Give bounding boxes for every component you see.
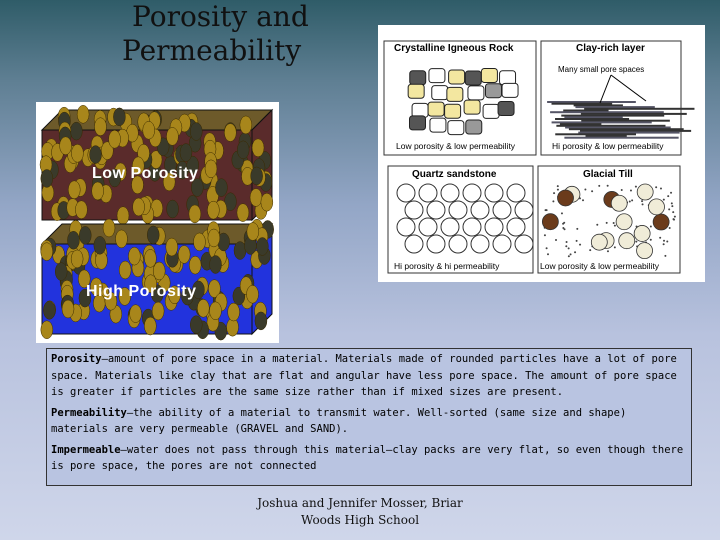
slide-title <box>122 0 322 68</box>
permeability-text: —the ability of a material to transmit water. Well-sorted (same size and shape) materials are very permeable (GRAVEL and SAND). <box>51 406 627 435</box>
sandstone-title: Quartz sandstone <box>412 169 497 180</box>
porosity-text: —amount of pore space in a material. Materials made of rounded particles have a lot of pore space. Materials like clay that are flat and angular have less pore space. The amount of pore space is greater if particles are the same size rather than if mixed sizes are present. <box>51 353 677 398</box>
porosity-term: Porosity <box>51 353 102 365</box>
rock-types-figure <box>378 25 705 282</box>
title-line-1: Porosity and <box>132 0 309 33</box>
low-porosity-label: Low Porosity <box>92 165 199 182</box>
credit-line-1: Joshua and Jennifer Mosser, Briar <box>257 496 463 510</box>
high-porosity-label: High Porosity <box>86 283 197 300</box>
clay-note: Many small pore spaces <box>558 65 645 74</box>
igneous-caption: Low porosity & low permeability <box>396 141 516 151</box>
definitions-box <box>46 348 692 486</box>
permeability-definition <box>51 405 687 438</box>
impermeable-text: —water does not pass through this material—clay packs are very flat, so even though there is pore space, the pores are not connected <box>51 443 684 472</box>
slide-credit <box>220 495 500 529</box>
rock-types-illustration <box>378 25 705 282</box>
permeability-term: Permeability <box>51 406 127 419</box>
porosity-definition <box>51 351 687 401</box>
porosity-blocks-illustration <box>36 102 279 343</box>
title-line-2: Permeability <box>122 34 302 67</box>
porosity-block-figure <box>36 102 279 343</box>
till-title: Glacial Till <box>583 169 633 180</box>
credit-line-2: Woods High School <box>300 513 420 527</box>
igneous-title: Crystalline Igneous Rock <box>394 43 514 54</box>
clay-caption: Hi porosity & low permeability <box>552 141 664 151</box>
clay-title: Clay-rich layer <box>576 43 645 54</box>
impermeable-term: Impermeable <box>51 443 121 456</box>
sandstone-caption: Hi porosity & hi permeability <box>394 261 500 271</box>
till-caption: Low porosity & low permeability <box>540 261 660 271</box>
impermeable-definition <box>51 442 687 475</box>
